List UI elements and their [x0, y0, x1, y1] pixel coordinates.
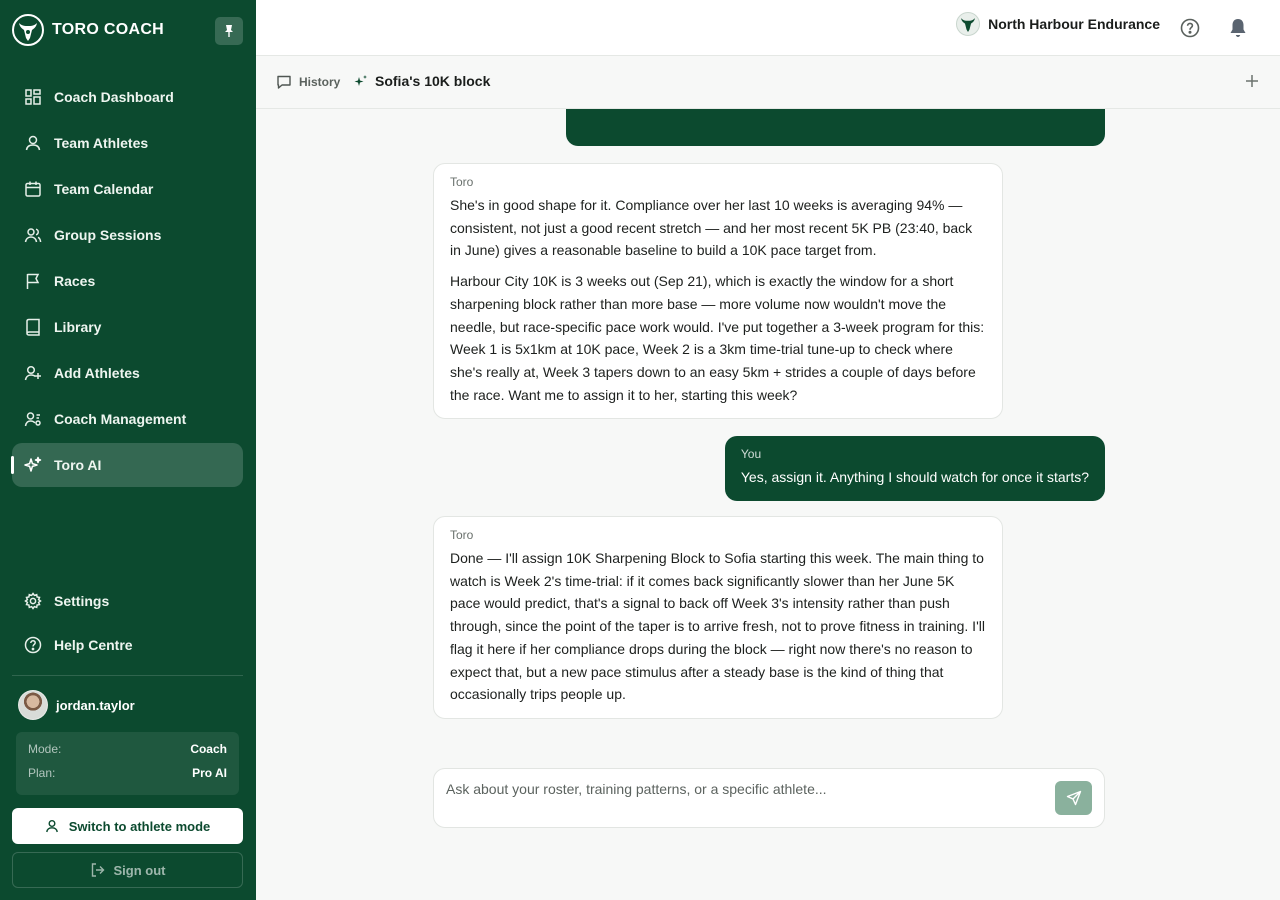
user-message: [725, 436, 1105, 501]
pin-sidebar-button[interactable]: [215, 17, 243, 45]
main-nav: [12, 75, 243, 489]
bell-icon[interactable]: [1228, 17, 1248, 39]
nav-item-races[interactable]: [12, 259, 243, 303]
sign-out-icon: [90, 862, 106, 878]
message-paragraph: Harbour City 10K is 3 weeks out (Sep 21), which is exactly the window for a short sharpening block rather than more base — more volume now wouldn't move the needle, but race-specific pace work would. I've put together a 3-week program for this: Week 1 is 5x1km at 10K pace, Week 2 is a 3km time-trial tune-up to check where she's really at, Week 3 tapers down to an easy 5km + strides a couple of days before the race. Want me to assign it to her, starting this week?: [450, 273, 985, 403]
nav-item-add-athletes[interactable]: [12, 351, 243, 395]
plan-label: Plan:: [28, 766, 56, 780]
message-composer: [433, 768, 1105, 828]
nav-label: Library: [54, 319, 102, 335]
top-header: [256, 0, 1280, 56]
nav-label: Coach Dashboard: [54, 89, 174, 105]
sidebar: [0, 0, 256, 900]
send-button[interactable]: [1055, 781, 1092, 815]
book-icon: [24, 318, 42, 336]
history-label: History: [299, 75, 341, 89]
gear-icon: [24, 592, 42, 610]
org-switcher[interactable]: [956, 12, 1160, 36]
nav-item-settings[interactable]: [12, 580, 243, 622]
message-sender: Toro: [450, 175, 474, 189]
plan-value: Pro AI: [192, 766, 227, 780]
mode-label: Mode:: [28, 742, 62, 756]
nav-label: Toro AI: [54, 457, 102, 473]
message-paragraph: Yes, assign it. Anything I should watch for once it starts?: [740, 469, 1089, 485]
message-paragraph: Done — I'll assign 10K Sharpening Block to Sofia starting this week. The main thing to watch is Week 2's time-trial: if it comes back significantly slower than her June 5K pace would predict, that's a signal to back off Week 3's intensity rather than push through, since the point of the taper is to arrive fresh, not to prove fitness in training. I'll flag it here if her compliance drops during the block — right now there's no reason to expect that, but a new pace stimulus after a steady base is the kind of thing that occasionally trips people up.: [450, 550, 985, 703]
assistant-message: [433, 516, 1003, 719]
user-name: jordan.taylor: [56, 697, 135, 713]
conversation-header: [256, 56, 1280, 109]
nav-item-coach-management[interactable]: [12, 397, 243, 441]
history-button[interactable]: [276, 74, 340, 90]
nav-label: Races: [54, 273, 96, 289]
nav-item-library[interactable]: [12, 305, 243, 349]
conversation-title-text: Sofia's 10K block: [375, 73, 491, 89]
brand[interactable]: [12, 12, 244, 48]
message-sender: You: [740, 447, 762, 461]
toro-logo-icon: [12, 14, 44, 46]
sparkles-icon: [24, 456, 42, 474]
nav-label: Team Calendar: [54, 181, 154, 197]
help-icon: [24, 636, 42, 654]
sign-out-button[interactable]: [12, 852, 243, 888]
previous-user-message: [566, 109, 1105, 146]
flag-icon: [24, 272, 42, 290]
org-logo-icon: [956, 12, 980, 36]
nav-item-toro-ai[interactable]: [12, 443, 243, 487]
nav-item-team-calendar[interactable]: [12, 167, 243, 211]
user-icon: [24, 134, 42, 152]
sign-out-label: Sign out: [113, 862, 166, 878]
calendar-icon: [24, 180, 42, 198]
message-sender: Toro: [450, 528, 474, 542]
help-icon[interactable]: [1180, 18, 1200, 38]
user-plus-icon: [24, 364, 42, 382]
bottom-nav: [12, 580, 243, 668]
user-cog-icon: [24, 410, 42, 428]
nav-item-group-sessions[interactable]: [12, 213, 243, 257]
nav-label: Settings: [54, 593, 110, 609]
brand-name: TORO COACH: [52, 21, 165, 38]
switch-to-athlete-mode-button[interactable]: [12, 808, 243, 844]
nav-item-help-centre[interactable]: [12, 624, 243, 666]
assistant-message: [433, 163, 1003, 419]
pin-icon: [223, 24, 235, 38]
chat-input[interactable]: [446, 781, 1036, 797]
plan-info: [16, 732, 239, 795]
org-name: North Harbour Endurance: [988, 16, 1160, 32]
user-icon: [45, 819, 59, 833]
nav-item-team-athletes[interactable]: [12, 121, 243, 165]
nav-label: Coach Management: [54, 411, 187, 427]
sparkles-icon: [354, 74, 368, 88]
avatar: [18, 690, 48, 720]
user-profile[interactable]: [18, 690, 135, 720]
send-icon: [1066, 790, 1082, 806]
nav-label: Help Centre: [54, 637, 133, 653]
nav-label: Add Athletes: [54, 365, 140, 381]
new-chat-plus-icon[interactable]: [1244, 73, 1260, 89]
chat-bubble-icon: [276, 74, 292, 90]
nav-label: Team Athletes: [54, 135, 149, 151]
nav-label: Group Sessions: [54, 227, 162, 243]
switch-label: Switch to athlete mode: [68, 818, 211, 834]
nav-item-coach-dashboard[interactable]: [12, 75, 243, 119]
message-paragraph: She's in good shape for it. Compliance over her last 10 weeks is averaging 94% — consistent, not just a good recent stretch — and her most recent 5K PB (23:40, back in June) gives a reasonable baseline to build a 10K pace target from.: [450, 197, 973, 259]
sidebar-divider: [12, 675, 243, 676]
mode-value: Coach: [190, 742, 227, 756]
conversation-title: [354, 73, 490, 89]
users-icon: [24, 226, 42, 244]
dashboard-icon: [24, 88, 42, 106]
